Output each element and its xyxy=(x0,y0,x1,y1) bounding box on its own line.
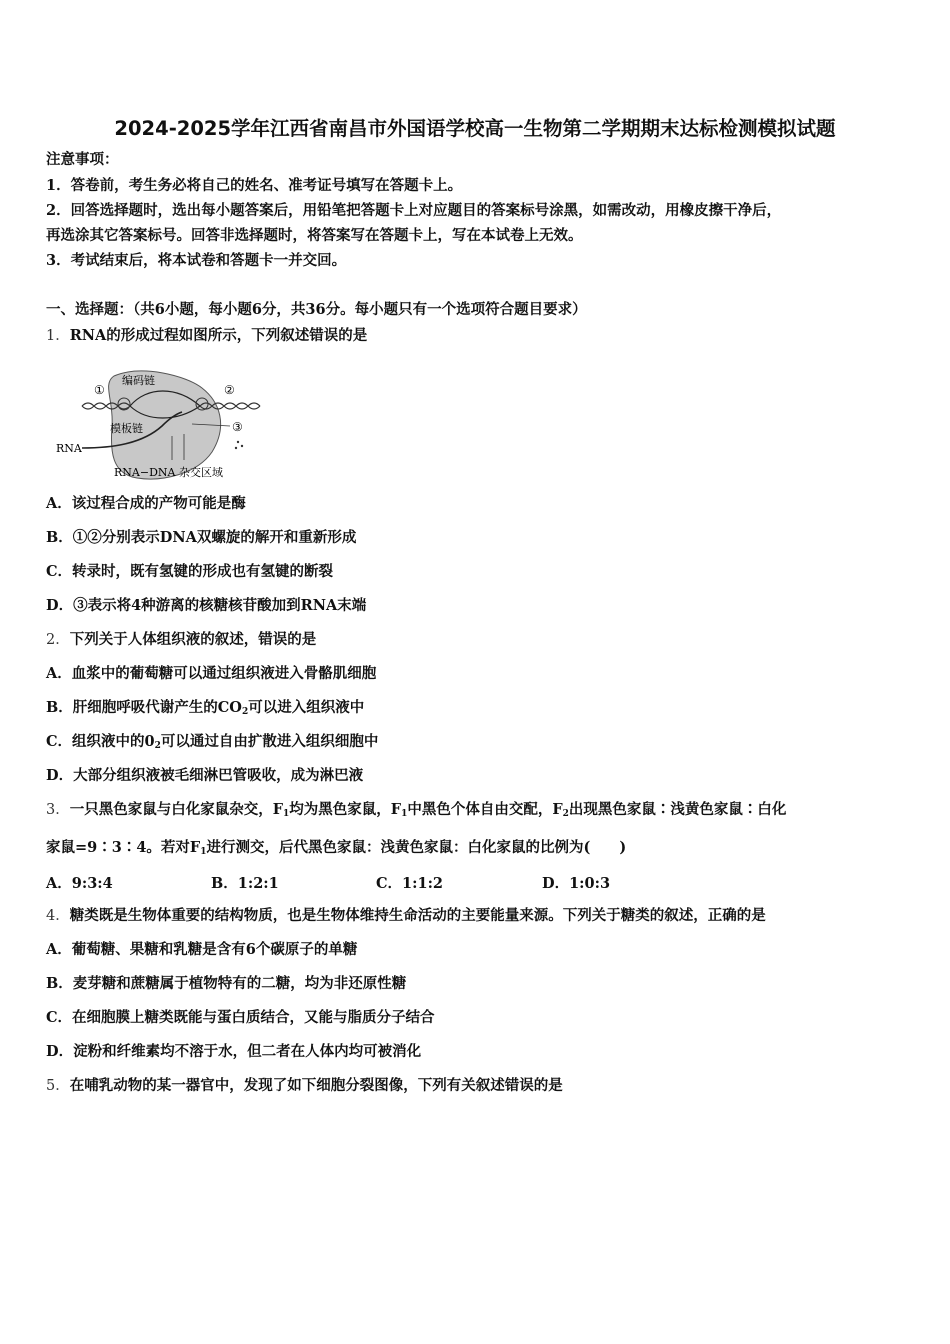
label-2: ② xyxy=(224,383,235,397)
notice-item-1: 1．答卷前，考生务必将自己的姓名、准考证号填写在答题卡上。 xyxy=(46,177,463,194)
option-text: 可以进入组织液中 xyxy=(248,699,365,716)
question-number: 3． xyxy=(46,802,70,818)
notice-heading: 注意事项： xyxy=(46,151,119,168)
notice-item-3: 3．考试结束后，将本试卷和答题卡一并交回。 xyxy=(46,252,347,269)
option-text: B．肝细胞呼吸代谢产生的CO xyxy=(46,699,242,716)
question-5-stem xyxy=(46,1076,563,1096)
question-3-stem-line-2 xyxy=(46,838,626,862)
question-text: 进行测交，后代黑色家鼠：浅黄色家鼠：白化家鼠的比例为( ) xyxy=(206,839,627,856)
label-template-strand: 模板链 xyxy=(110,422,143,435)
transcription-diagram xyxy=(52,356,272,486)
q2-option-a: A．血浆中的葡萄糖可以通过组织液进入骨骼肌细胞 xyxy=(46,665,377,682)
subscript: 2 xyxy=(562,809,569,819)
subscript: 1 xyxy=(283,809,290,819)
q2-option-c xyxy=(46,732,378,756)
question-text: 糖类既是生物体重要的结构物质，也是生物体维持生命活动的主要能量来源。下列关于糖类的叙述，正确的是 xyxy=(69,907,766,924)
q2-option-b xyxy=(46,698,364,722)
question-number: 2． xyxy=(46,632,70,648)
question-text: 家鼠=9∶3∶4。若对F xyxy=(46,839,201,856)
question-text: 均为黑色家鼠，F xyxy=(289,801,402,818)
question-2-stem xyxy=(46,630,316,650)
q3-option-c: C．1:1:2 xyxy=(376,875,444,892)
label-hybrid-region: RNA−DNA 杂交区域 xyxy=(114,466,223,479)
q3-option-d: D．1:0:3 xyxy=(542,875,611,892)
question-1-stem xyxy=(46,326,367,346)
question-text: 下列关于人体组织液的叙述，错误的是 xyxy=(69,631,317,648)
section-heading: 一、选择题：（共6小题，每小题6分，共36分。每小题只有一个选项符合题目要求） xyxy=(46,301,587,318)
label-rna: RNA xyxy=(56,442,82,455)
q4-option-c: C．在细胞膜上糖类既能与蛋白质结合，又能与脂质分子结合 xyxy=(46,1009,435,1026)
label-coding-strand: 编码链 xyxy=(122,374,155,387)
question-3-stem xyxy=(46,800,786,824)
question-text: 中黑色个体自由交配，F xyxy=(407,801,563,818)
notice-item-2b: 再选涂其它答案标号。回答非选择题时，将答案写在答题卡上，写在本试卷上无效。 xyxy=(46,227,583,244)
label-3: ③ xyxy=(232,420,243,434)
q1-option-b: B．①②分别表示DNA双螺旋的解开和重新形成 xyxy=(46,529,357,546)
nucleotide-dot xyxy=(241,445,243,447)
nucleotide-dot xyxy=(235,447,237,449)
question-text: RNA的形成过程如图所示，下列叙述错误的是 xyxy=(69,327,368,344)
page-title: 2024-2025学年江西省南昌市外国语学校高一生物第二学期期末达标检测模拟试题 xyxy=(114,117,836,140)
nucleotide-dot xyxy=(237,441,239,443)
subscript: 2 xyxy=(154,741,161,751)
subscript: 2 xyxy=(241,707,249,717)
subscript: 1 xyxy=(401,809,408,819)
q2-option-d: D．大部分组织液被毛细淋巴管吸收，成为淋巴液 xyxy=(46,767,364,784)
question-4-stem xyxy=(46,906,766,926)
question-number: 1． xyxy=(46,328,70,344)
option-text: C．组织液中的0 xyxy=(46,733,155,750)
subscript: 1 xyxy=(200,847,207,857)
question-text: 出现黑色家鼠∶浅黄色家鼠∶白化 xyxy=(568,801,787,818)
label-1: ① xyxy=(94,383,105,397)
q1-option-c: C．转录时，既有氢键的形成也有氢键的断裂 xyxy=(46,563,334,580)
question-number: 4． xyxy=(46,908,70,924)
q4-option-a: A．葡萄糖、果糖和乳糖是含有6个碳原子的单糖 xyxy=(46,941,358,958)
question-text: 一只黑色家鼠与白化家鼠杂交，F xyxy=(69,801,284,818)
q4-option-d: D．淀粉和纤维素均不溶于水，但二者在人体内均可被消化 xyxy=(46,1043,422,1060)
q3-option-a: A．9:3:4 xyxy=(46,875,113,892)
notice-item-2a: 2．回答选择题时，选出每小题答案后，用铅笔把答题卡上对应题目的答案标号涂黑，如需改动，用橡皮擦干净后， xyxy=(46,202,782,219)
q1-option-d: D．③表示将4种游离的核糖核苷酸加到RNA末端 xyxy=(46,597,367,614)
option-text: 可以通过自由扩散进入组织细胞中 xyxy=(160,733,379,750)
q4-option-b: B．麦芽糖和蔗糖属于植物特有的二糖，均为非还原性糖 xyxy=(46,975,407,992)
question-text: 在哺乳动物的某一器官中，发现了如下细胞分裂图像，下列有关叙述错误的是 xyxy=(69,1077,563,1094)
q3-option-b: B．1:2:1 xyxy=(211,875,279,892)
question-number: 5． xyxy=(46,1078,70,1094)
q1-option-a: A．该过程合成的产物可能是酶 xyxy=(46,495,246,512)
q3-options xyxy=(46,872,906,892)
